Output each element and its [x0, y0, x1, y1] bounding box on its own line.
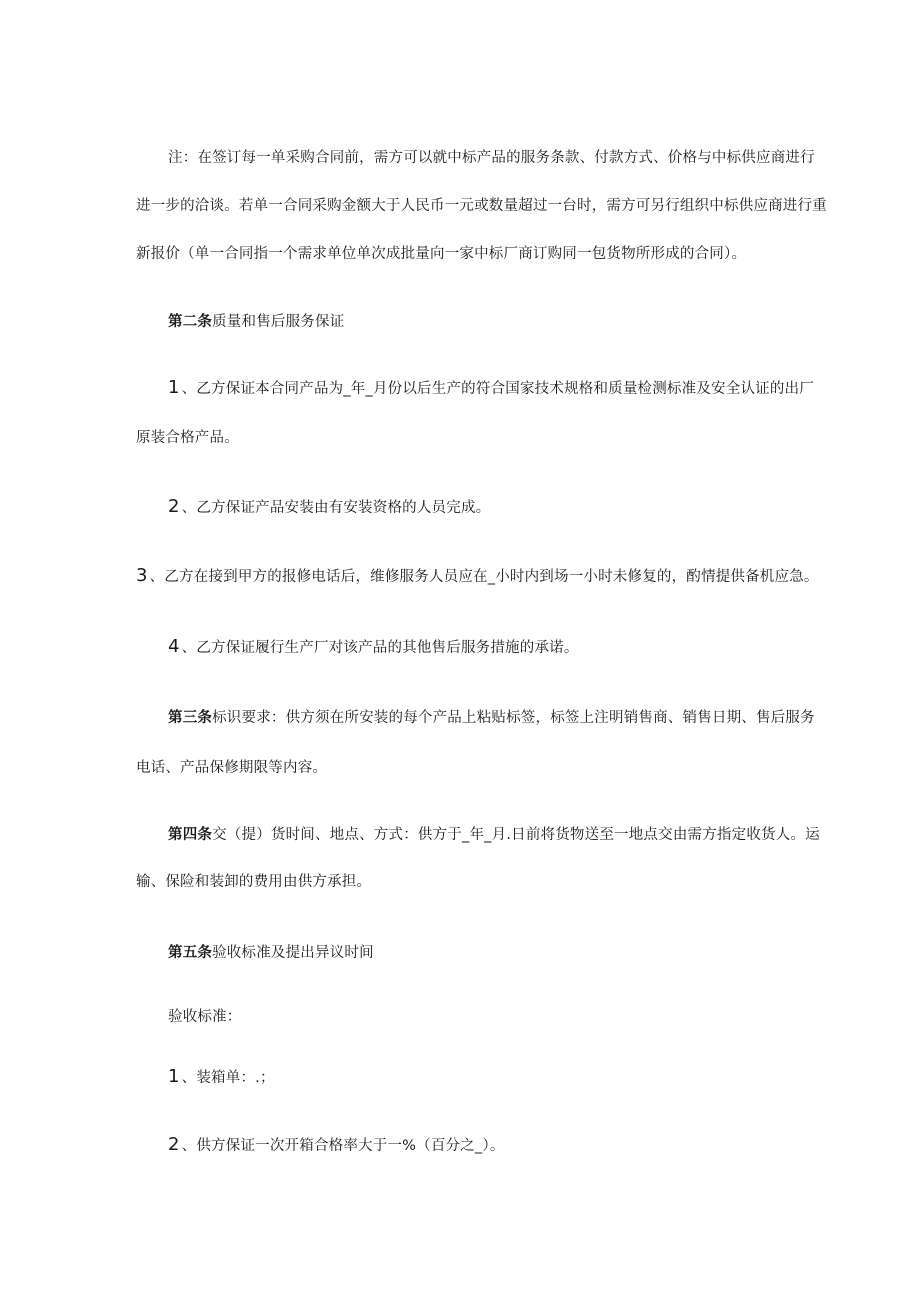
item-text: 、乙方保证履行生产厂对该产品的其他售后服务措施的承诺。: [181, 640, 579, 656]
article-3-line-2: 电话、产品保修期限等内容。: [136, 760, 328, 776]
item-text: 、乙方在接到甲方的报修电话后，维修服务人员应在_小时内到场一小时未修复的，酌情提供备机应急。: [149, 569, 819, 585]
note-line-3: 新报价（单一合同指一个需求单位单次成批量向一家中标厂商订购同一包货物所形成的合同）。: [136, 246, 747, 262]
item-number: 2: [168, 1134, 180, 1155]
item-number: 1: [168, 1066, 180, 1087]
article-2-item-3: [136, 566, 819, 587]
article-2-title: 质量和售后服务保证: [212, 314, 345, 330]
article-2-heading: [168, 312, 344, 332]
article-5-title: 验收标准及提出异议时间: [212, 945, 374, 961]
item-text: 、供方保证一次开箱合格率大于一%（百分之_）。: [181, 1138, 505, 1154]
article-3-line-1: [168, 708, 815, 728]
acceptance-standard-label: 验收标准：: [168, 1009, 242, 1025]
item-number: 4: [168, 636, 180, 657]
item-number: 2: [168, 496, 180, 517]
article-2-label: 第二条: [168, 314, 213, 330]
article-2-item-1: [168, 378, 814, 399]
article-4-line-2: 输、保险和装卸的费用由供方承担。: [136, 874, 372, 890]
item-text: 、装箱单：.；: [181, 1070, 275, 1086]
article-5-item-1: [168, 1067, 275, 1088]
article-5-label: 第五条: [168, 945, 213, 961]
article-2-item-2: [168, 497, 490, 518]
item-text: 、乙方保证本合同产品为_年_月份以后生产的符合国家技术规格和质量检测标准及安全认证的出厂: [181, 381, 814, 397]
article-2-item-1-cont: 原装合格产品。: [136, 430, 239, 446]
article-4-line-1: [168, 825, 820, 845]
note-line-2: 进一步的洽谈。若单一合同采购金额大于人民币一元或数量超过一台时，需方可另行组织中标供应商进行重: [136, 198, 827, 214]
article-4-label: 第四条: [168, 827, 213, 843]
article-5-item-2: [168, 1135, 505, 1156]
article-4-text: 交（提）货时间、地点、方式：供方于_年_月.日前将货物送至一地点交由需方指定收货人。运: [212, 827, 820, 843]
article-5-heading: [168, 943, 374, 963]
item-number: 3: [136, 565, 148, 586]
note-line-1: 注：在签订每一单采购合同前，需方可以就中标产品的服务条款、付款方式、价格与中标供应商进行: [168, 150, 815, 166]
article-2-item-4: [168, 637, 579, 658]
article-3-text: 标识要求：供方须在所安装的每个产品上粘贴标签，标签上注明销售商、销售日期、售后服务: [212, 710, 815, 726]
item-number: 1: [168, 377, 180, 398]
item-text: 、乙方保证产品安装由有安装资格的人员完成。: [181, 500, 491, 516]
article-3-label: 第三条: [168, 710, 213, 726]
